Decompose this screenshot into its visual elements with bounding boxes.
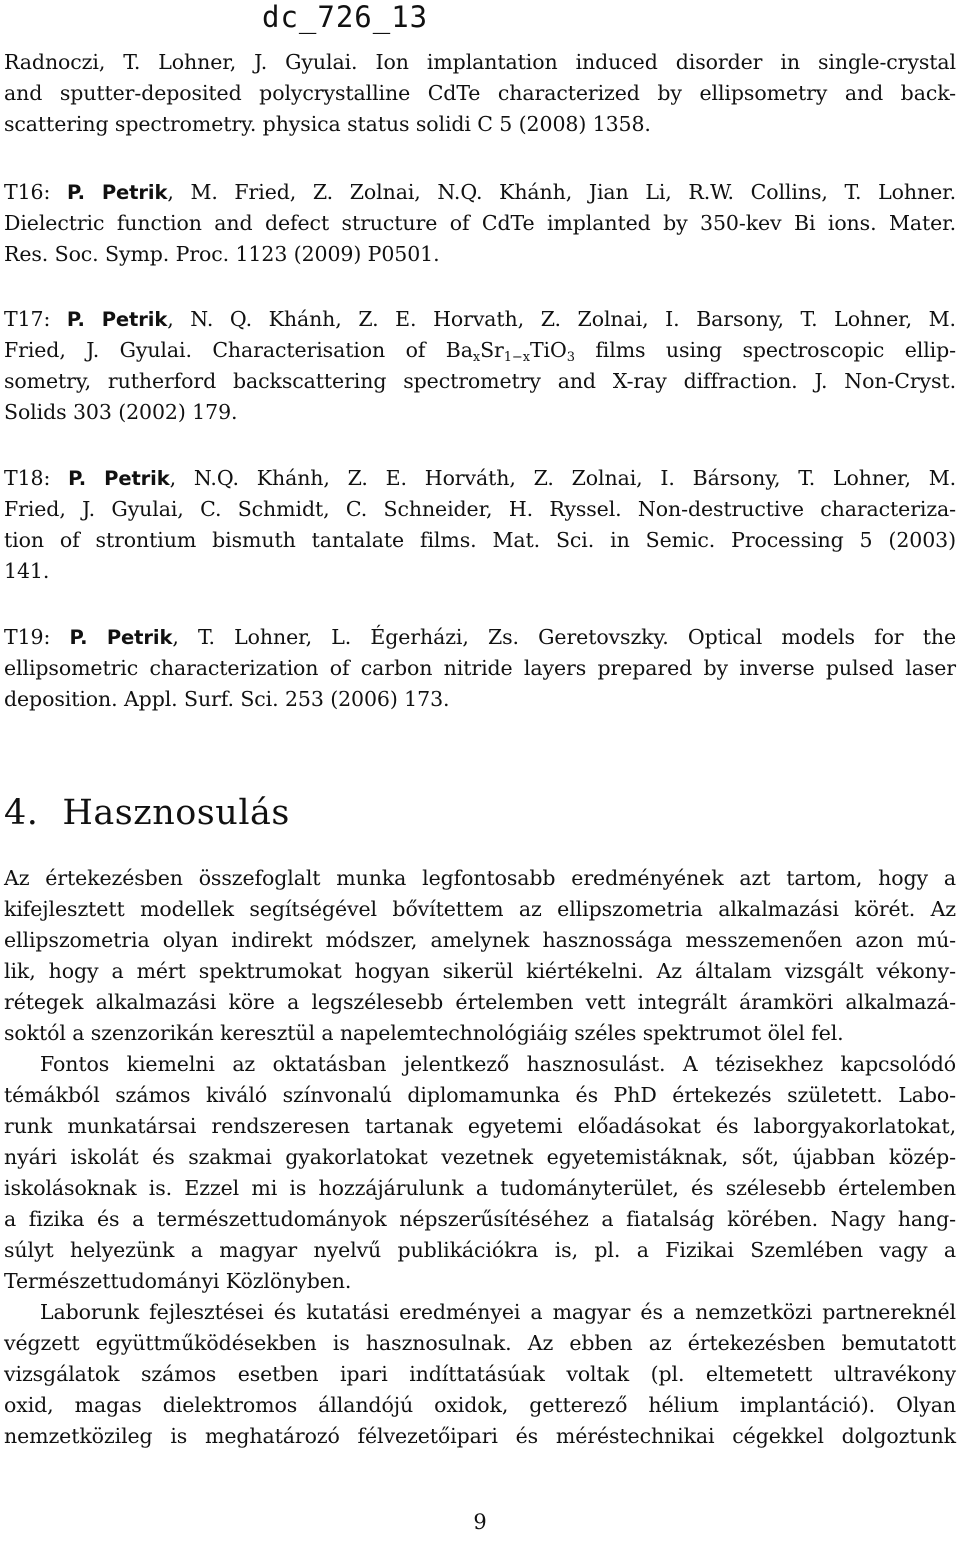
body-line: a fizika és a természettudományok népszerűsítéséhez a fiatalság körében. Nagy hang- [4,1207,956,1231]
body-paragraph-3 [4,1297,956,1452]
section-number: 4. [4,793,39,833]
ref-line: Radnoczi, T. Lohner, J. Gyulai. Ion implantation induced disorder in single-crystal [4,50,956,74]
body-line: kifejlesztett modellek segítségével bővítettem az ellipszometria alkalmazási körét. Az [4,897,956,921]
body-line: Természettudományi Közlönyben. [4,1269,352,1293]
body-paragraph-1 [4,863,956,1049]
ref-author-bold: P. Petrik [68,467,170,490]
ref-line: tion of strontium bismuth tantalate films. Mat. Sci. in Semic. Processing 5 (2003) [4,528,956,552]
subscript: x [472,350,481,365]
ref-label: T17: [4,307,51,331]
ref-line: Dielectric function and defect structure of CdTe implanted by 350-kev Bi ions. Mater. [4,211,956,235]
ref-text: Sr [480,338,504,362]
ref-text: , N.Q. Khánh, Z. E. Horváth, Z. Zolnai, I. Bársony, T. Lohner, M. [169,466,956,490]
body-line: súlyt helyezünk a magyar nyelvű publikációkra is, pl. a Fizikai Szemlében vagy a [4,1238,956,1262]
page-number: 9 [473,1510,487,1534]
subscript: 3 [566,350,575,365]
ref-text: , N. Q. Khánh, Z. E. Horvath, Z. Zolnai, I. Barsony, T. Lohner, M. [167,307,956,331]
body-line: oxid, magas dielektromos állandójú oxidok, getterező hélium implantáció). Olyan [4,1393,956,1417]
section-title: Hasznosulás [62,793,290,833]
subscript: 1−x [503,350,530,365]
ref-author-bold: P. Petrik [66,181,168,204]
body-line: runk munkatársai rendszeresen tartanak egyetemi előadásokat és laborgyakorlatokat, [4,1114,956,1138]
ref-author-bold: P. Petrik [66,308,168,331]
reference-continued [4,47,956,140]
body-line: ellipszometria olyan indirekt módszer, amelynek hasznossága messzemenően azon mú- [4,928,956,952]
ref-label: T19: [4,625,51,649]
ref-line: scattering spectrometry. physica status solidi C 5 (2008) 1358. [4,112,651,136]
ref-line: sometry, rutherford backscattering spectrometry and X-ray diffraction. J. Non-Cryst. [4,369,956,393]
ref-author-bold: P. Petrik [69,626,173,649]
body-line: nemzetközileg is meghatározó félvezetőipari és méréstechnikai cégekkel dolgoztunk [4,1424,956,1448]
header-code: dc_726_13 [262,0,429,34]
body-line: nyári iskolát és szakmai gyakorlatokat vezetnek egyetemistáknak, sőt, újabban közép- [4,1145,956,1169]
ref-line: deposition. Appl. Surf. Sci. 253 (2006) 173. [4,687,450,711]
body-line: témákból számos kiváló színvonalú diplomamunka és PhD értekezés született. Labo- [4,1083,956,1107]
ref-label: T18: [4,466,51,490]
body-line: Fontos kiemelni az oktatásban jelentkező hasznosulást. A tézisekhez kapcsolódó [40,1052,956,1076]
body-line: vizsgálatok számos esetben ipari indíttatásúak voltak (pl. eltemetett ultravékony [4,1362,956,1386]
ref-line: and sputter-deposited polycrystalline CdTe characterized by ellipsometry and back- [4,81,956,105]
reference-t19 [4,622,956,715]
reference-t16 [4,177,956,270]
body-paragraph-2 [4,1049,956,1297]
ref-line: Solids 303 (2002) 179. [4,400,238,424]
ref-text: TiO [529,338,567,362]
reference-t17 [4,304,956,428]
body-line: soktól a szenzorikán keresztül a napelemtechnológiáig széles spektrumot ölel fel. [4,1021,844,1045]
section-heading [4,793,290,833]
ref-line: ellipsometric characterization of carbon nitride layers prepared by inverse pulsed laser [4,656,956,680]
ref-text: , T. Lohner, L. Égerházi, Zs. Geretovszky. Optical models for the [172,625,956,649]
body-line: Laborunk fejlesztései és kutatási eredményei a magyar és a nemzetközi partnereknél [40,1300,956,1324]
ref-text: films using spectroscopic ellip- [574,338,956,362]
ref-line: Res. Soc. Symp. Proc. 1123 (2009) P0501. [4,242,440,266]
body-line: iskolásoknak is. Ezzel mi is hozzájárulunk a tudományterület, és szélesebb értelemben [4,1176,956,1200]
reference-t18 [4,463,956,587]
body-line: végzett együttműködésekben is hasznosulnak. Az ebben az értekezésben bemutatott [4,1331,956,1355]
body-line: lik, hogy a mért spektrumokat hogyan sikerül kiértékelni. Az általam vizsgált vékony- [4,959,956,983]
body-line: Az értekezésben összefoglalt munka legfontosabb eredményének azt tartom, hogy a [4,866,956,890]
ref-line: 141. [4,559,50,583]
ref-line: Fried, J. Gyulai, C. Schmidt, C. Schneider, H. Ryssel. Non-destructive characteriza- [4,497,956,521]
ref-text: Fried, J. Gyulai. Characterisation of Ba [4,338,473,362]
ref-label: T16: [4,180,51,204]
body-line: rétegek alkalmazási köre a legszélesebb értelemben vett integrált áramköri alkalmazá- [4,990,956,1014]
ref-text: , M. Fried, Z. Zolnai, N.Q. Khánh, Jian Li, R.W. Collins, T. Lohner. [167,180,956,204]
